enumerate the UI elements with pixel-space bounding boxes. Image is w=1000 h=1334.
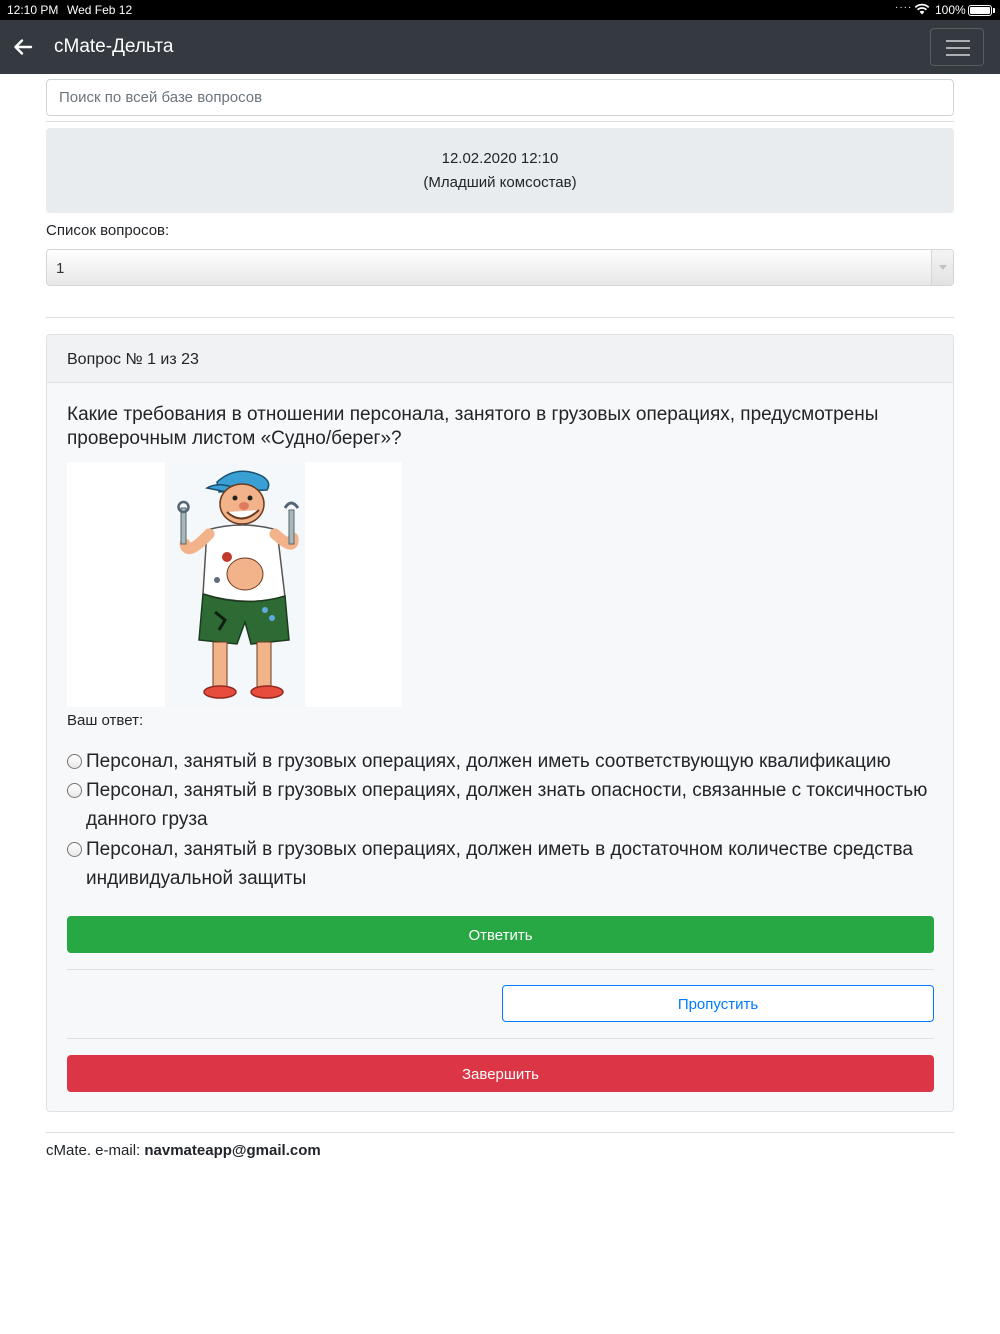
wifi-icon xyxy=(914,3,930,15)
answer-option[interactable] xyxy=(67,835,937,893)
battery-percent: 100% xyxy=(935,3,966,17)
session-datetime: 12.02.2020 12:10 xyxy=(441,150,559,167)
cartoon-worker-image xyxy=(67,462,402,707)
hamburger-menu-button[interactable] xyxy=(930,28,984,66)
answer-option[interactable] xyxy=(67,776,937,834)
hamburger-bar xyxy=(946,54,970,56)
answer-option-text: Персонал, занятый в грузовых операциях, должен иметь соответствующую квалификацию xyxy=(86,751,891,772)
question-illustration xyxy=(67,462,402,707)
skip-button[interactable]: Пропустить xyxy=(502,985,934,1022)
question-card xyxy=(46,334,954,1112)
finish-button[interactable]: Завершить xyxy=(67,1055,934,1092)
battery-icon xyxy=(968,5,992,16)
navbar xyxy=(0,20,1000,74)
footer-email-link[interactable]: navmateapp@gmail.com xyxy=(144,1142,321,1159)
signal-dots-icon: ···· xyxy=(895,2,913,13)
submit-answer-button[interactable]: Ответить xyxy=(67,916,934,953)
radio-button[interactable] xyxy=(67,754,82,769)
radio-button[interactable] xyxy=(67,842,82,857)
session-info xyxy=(46,128,954,213)
radio-button[interactable] xyxy=(67,783,82,798)
divider xyxy=(46,1132,954,1133)
chevron-down-icon xyxy=(931,250,953,285)
question-list-value: 1 xyxy=(56,260,65,277)
question-list-select[interactable] xyxy=(46,249,954,286)
hamburger-menu-icon xyxy=(946,40,970,42)
hamburger-bar xyxy=(946,47,970,49)
divider xyxy=(67,969,934,970)
question-counter: Вопрос № 1 из 23 xyxy=(67,351,199,368)
divider xyxy=(67,1038,934,1039)
question-list-label: Список вопросов: xyxy=(46,222,170,239)
battery-tip xyxy=(993,8,995,13)
answer-option-text: Персонал, занятый в грузовых операциях, должен иметь в достаточном количестве средства индивидуальной защиты xyxy=(86,839,913,889)
status-bar xyxy=(0,0,1000,20)
question-text: Какие требования в отношении персонала, занятого в грузовых операциях, предусмотрены проверочным листом «Судно/берег»? xyxy=(67,404,879,449)
arrow-left-icon[interactable] xyxy=(12,36,34,58)
card-header xyxy=(47,335,953,383)
session-rank: (Младший комсостав) xyxy=(423,174,577,191)
status-time: 12:10 PM xyxy=(7,3,59,17)
divider xyxy=(46,317,954,318)
status-date: Wed Feb 12 xyxy=(67,3,133,17)
answer-label: Ваш ответ: xyxy=(67,712,144,729)
footer-text: cMate. e-mail: xyxy=(46,1142,145,1159)
answer-option-text: Персонал, занятый в грузовых операциях, должен знать опасности, связанные с токсичностью данного груза xyxy=(86,780,928,830)
app-title[interactable]: cMate-Дельта xyxy=(54,36,174,57)
search-input[interactable] xyxy=(46,79,954,116)
divider xyxy=(46,121,954,122)
footer xyxy=(46,1142,321,1159)
answer-option[interactable] xyxy=(67,747,937,776)
